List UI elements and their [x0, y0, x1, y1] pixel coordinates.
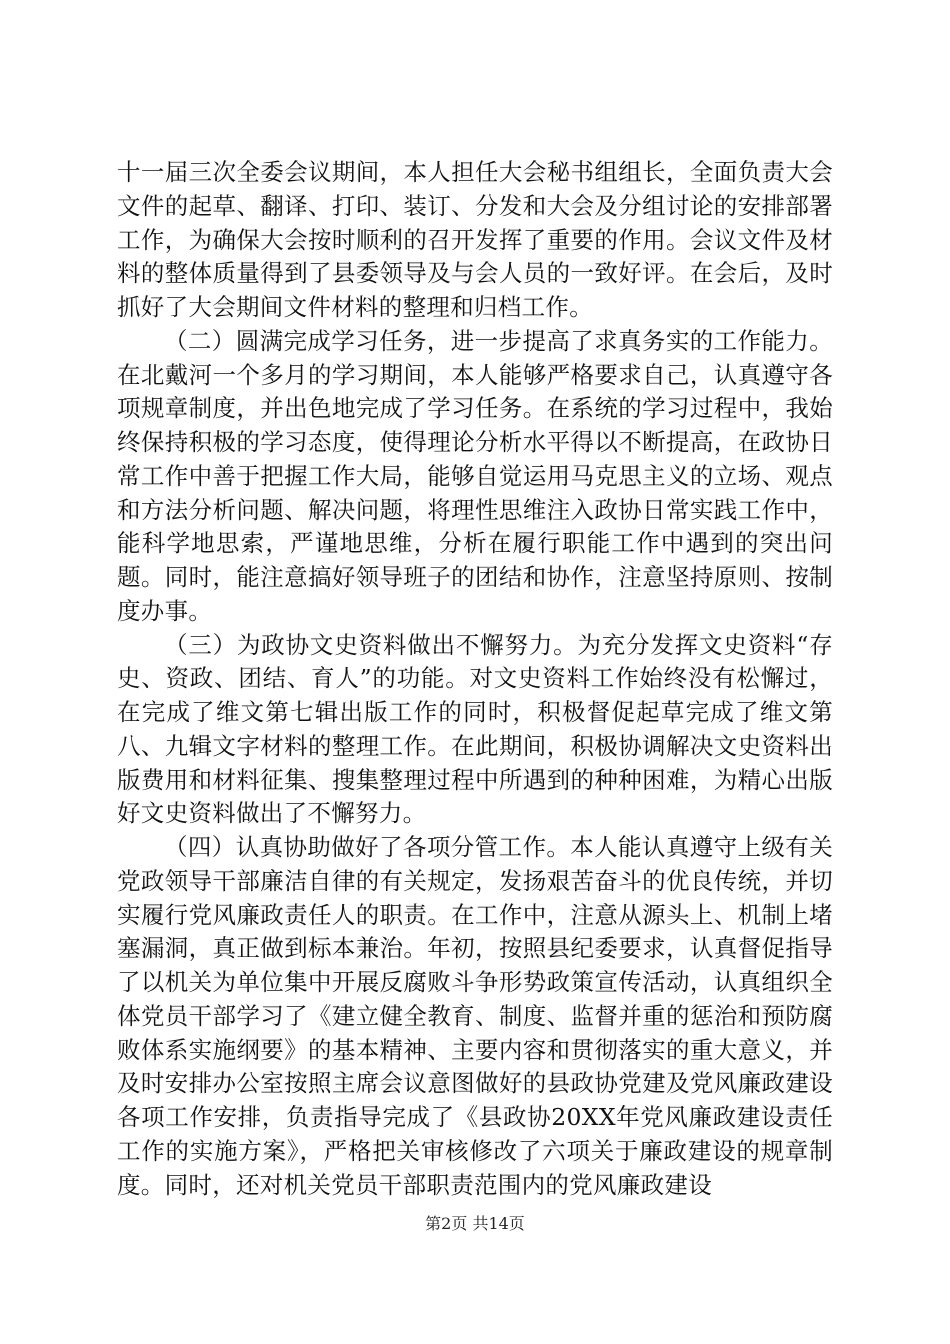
paragraph-assigned-work: （四）认真协助做好了各项分管工作。本人能认真遵守上级有关党政领导干部廉洁自律的有关规定，发扬艰苦奋斗的优良传统，并切实履行党风廉政责任人的职责。在工作中，注意从源头上、机制上堵塞漏洞，真正做到标本兼治。年初，按照县纪委要求，认真督促指导了以机关为单位集中开展反腐败斗争形势政策宣传活动，认真组织全体党员干部学习了《建立健全教育、制度、监督并重的惩治和预防腐败体系实施纲要》的基本精神、主要内容和贯彻落实的重大意义，并及时安排办公室按照主席会议意图做好的县政协党建及党风廉政建设各项工作安排，负责指导完成了《县政协20XX年党风廉政建设责任工作的实施方案》，严格把关审核修改了六项关于廉政建设的规章制度。同时，还对机关党员干部职责范围内的党风廉政建设 — [117, 833, 833, 1199]
paragraph-study-task: （二）圆满完成学习任务，进一步提高了求真务实的工作能力。在北戴河一个多月的学习期间，本人能够严格要求自己，认真遵守各项规章制度，并出色地完成了学习任务。在系统的学习过程中，我始终保持积极的学习态度，使得理论分析水平得以不断提高，在政协日常工作中善于把握工作大局，能够自觉运用马克思主义的立场、观点和方法分析问题、解决问题，将理性思维注入政协日常实践工作中，能科学地思索，严谨地思维，分析在履行职能工作中遇到的突出问题。同时，能注意搞好领导班子的团结和协作，注意坚持原则、按制度办事。 — [117, 326, 833, 625]
document-body — [117, 156, 833, 1202]
paragraph-continuation: 十一届三次全委会议期间，本人担任大会秘书组组长，全面负责大会文件的起草、翻译、打印、装订、分发和大会及分组讨论的安排部署工作，为确保大会按时顺利的召开发挥了重要的作用。会议文件及材料的整体质量得到了县委领导及与会人员的一致好评。在会后，及时抓好了大会期间文件材料的整理和归档工作。 — [117, 158, 833, 321]
page-number-footer: 第2页 共14页 — [425, 1214, 525, 1233]
paragraph-literature-history: （三）为政协文史资料做出不懈努力。为充分发挥文史资料“存史、资政、团结、育人”的功能。对文史资料工作始终没有松懈过，在完成了维文第七辑出版工作的同时，积极督促起草完成了维文第八、九辑文字材料的整理工作。在此期间，积极协调解决文史资料出版费用和材料征集、搜集整理过程中所遇到的种种困难，为精心出版好文史资料做出了不懈努力。 — [117, 630, 833, 828]
